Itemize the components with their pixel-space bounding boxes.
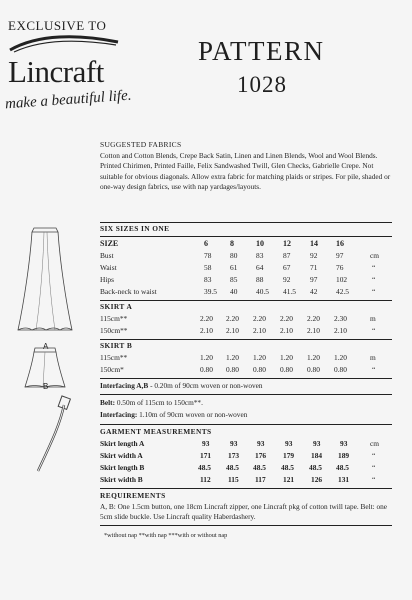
table-row: Skirt length A 93 93 93 93 93 93 cm	[100, 439, 380, 448]
fabrics-text: Cotton and Cotton Blends, Crepe Back Satin, Linen and Linen Blends, Wool and Wool Blends. Printed Chirimen, Printed Faille, Felix Sandwashed Twill, Glen Checks, Gabrielle Crepe. Not suitable for obvious diagonals. Allow extra fabric for matching plaids or stripes. For pile, shaded or one-way design fabrics, use with nap yardages/layouts.	[100, 151, 391, 191]
pattern-title: PATTERN	[198, 36, 325, 66]
skirt-a-heading: SKIRT A	[100, 302, 133, 311]
skirt-a-sketch	[14, 222, 76, 336]
brand-swoosh-icon	[8, 32, 120, 54]
rule	[100, 525, 392, 526]
table-row: 150cm* 0.80 0.80 0.80 0.80 0.80 0.80 “	[100, 365, 376, 374]
rule	[100, 424, 392, 425]
sketch-a-label: A	[43, 342, 49, 351]
skirt-b-heading: SKIRT B	[100, 341, 133, 350]
table-row: Hips 83 85 88 92 97 102 “	[100, 275, 376, 284]
brand-name: Lincraft	[8, 54, 104, 89]
table-row: Skirt width B 112 115 117 121 126 131 “	[100, 475, 376, 484]
requirements-text: A, B: One 1.5cm button, one 18cm Lincraft zipper, one Lincraft pkg of cotton twill tape. Belt: one 5cm slide buckle. Use Lincraft quality Haberdashery.	[100, 502, 388, 521]
requirements-heading: REQUIREMENTS	[100, 491, 166, 500]
rule	[100, 236, 392, 237]
table-row: Bust 78 80 83 87 92 97 cm	[100, 251, 380, 260]
belt-sketch	[34, 395, 74, 475]
pattern-number: 1028	[237, 72, 287, 97]
size-header-row: SIZE 6 8 10 12 14 16	[100, 239, 344, 248]
interfacing-ab-line: Interfacing A,B - 0.20m of 90cm woven or non-woven	[100, 381, 263, 390]
garment-heading: GARMENT MEASUREMENTS	[100, 427, 212, 436]
table-row: Waist 58 61 64 67 71 76 “	[100, 263, 376, 272]
table-row: 115cm** 1.20 1.20 1.20 1.20 1.20 1.20 m	[100, 353, 376, 362]
rule	[100, 378, 392, 379]
fabrics-heading: SUGGESTED FABRICS	[100, 140, 182, 149]
footnote: *without nap **with nap ***with or without nap	[104, 532, 228, 539]
interfacing-line: Interfacing: 1.10m of 90cm woven or non-woven	[100, 410, 248, 419]
table-row: 115cm** 2.20 2.20 2.20 2.20 2.20 2.30 m	[100, 314, 376, 323]
belt-line: Belt: 0.50m of 115cm to 150cm**.	[100, 398, 203, 407]
rule	[100, 488, 392, 489]
rule	[100, 394, 392, 395]
exclusive-to-label: EXCLUSIVE TO	[8, 18, 107, 33]
table-row: Skirt length B 48.5 48.5 48.5 48.5 48.5 48.5 “	[100, 463, 376, 472]
table-row: Back-neck to waist 39.5 40 40.5 41.5 42 42.5 “	[100, 287, 376, 296]
brand-tagline: make a beautiful life.	[4, 87, 133, 113]
table-row: Skirt width A 171 173 176 179 184 189 “	[100, 451, 376, 460]
sketch-b-label: B	[43, 382, 49, 391]
sizes-heading: SIX SIZES IN ONE	[100, 224, 170, 233]
table-row: 150cm** 2.10 2.10 2.10 2.10 2.10 2.10 “	[100, 326, 376, 335]
